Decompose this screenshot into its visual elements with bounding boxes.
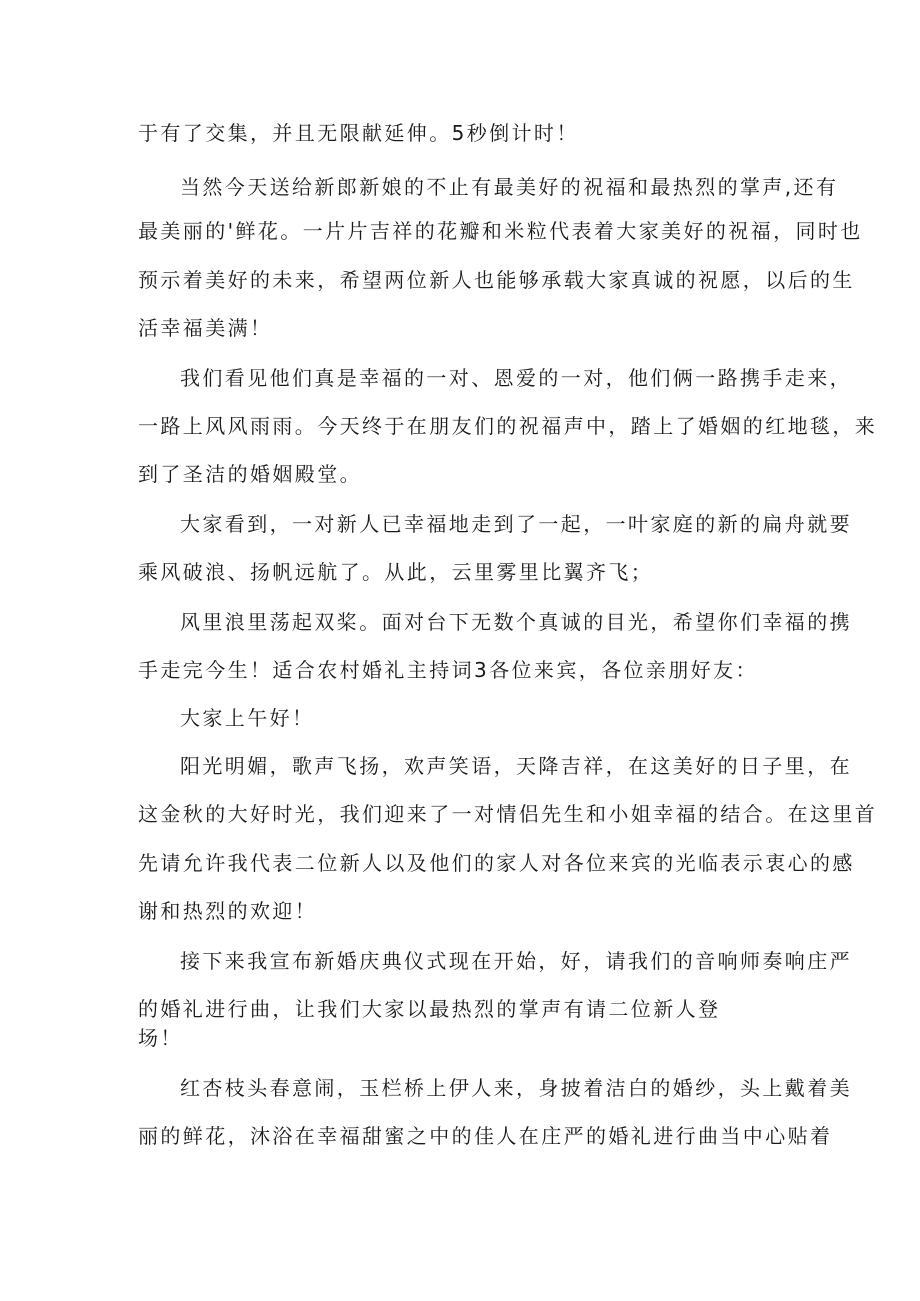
text-line: 场！ bbox=[138, 1026, 183, 1050]
text-line: 一路上风风雨雨。今天终于在朋友们的祝福声中，踏上了婚姻的红地毯，来 bbox=[138, 414, 878, 438]
text-line: 手走完今生！适合农村婚礼主持词3各位来宾，各位亲朋好友： bbox=[138, 658, 758, 682]
text-line: 红杏枝头春意闹，玉栏桥上伊人来，身披着洁白的婚纱，头上戴着美 bbox=[180, 1076, 852, 1100]
text-line: 我们看见他们真是幸福的一对、恩爱的一对，他们俩一路携手走来， bbox=[180, 366, 852, 390]
text-line: 先请允许我代表二位新人以及他们的家人对各位来宾的光临表示衷心的感 bbox=[138, 851, 855, 875]
text-line: 阳光明媚，歌声飞扬，欢声笑语，天降吉祥，在这美好的日子里，在 bbox=[180, 754, 852, 778]
text-line: 到了圣洁的婚姻殿堂。 bbox=[138, 462, 362, 486]
text-line: 最美丽的'鲜花。一片片吉祥的花瓣和米粒代表着大家美好的祝福，同时也 bbox=[138, 219, 863, 243]
text-line: 预示着美好的未来，希望两位新人也能够承载大家真诚的祝愿，以后的生 bbox=[138, 268, 855, 292]
text-line: 丽的鲜花，沐浴在幸福甜蜜之中的佳人在庄严的婚礼进行曲当中心贴着 bbox=[138, 1124, 833, 1148]
text-line: 大家上午好！ bbox=[180, 706, 315, 730]
text-line: 接下来我宣布新婚庆典仪式现在开始，好，请我们的音响师奏响庄严 bbox=[180, 949, 852, 973]
text-line: 于有了交集，并且无限献延伸。5秒倒计时！ bbox=[138, 121, 579, 145]
text-line: 当然今天送给新郎新娘的不止有最美好的祝福和最热烈的掌声,还有 bbox=[180, 175, 839, 199]
text-line: 这金秋的大好时光，我们迎来了一对情侣先生和小姐幸福的结合。在这里首 bbox=[138, 802, 878, 826]
text-line: 活幸福美满！ bbox=[138, 316, 273, 340]
text-line: 谢和热烈的欢迎！ bbox=[138, 899, 318, 923]
text-line: 大家看到，一对新人已幸福地走到了一起，一叶家庭的新的扁舟就要 bbox=[180, 512, 852, 536]
text-line: 风里浪里荡起双桨。面对台下无数个真诚的目光，希望你们幸福的携 bbox=[180, 610, 852, 634]
text-line: 乘风破浪、扬帆远航了。从此，云里雾里比翼齐飞； bbox=[138, 560, 654, 584]
text-line: 的婚礼进行曲，让我们大家以最热烈的掌声有请二位新人登 bbox=[138, 997, 721, 1021]
